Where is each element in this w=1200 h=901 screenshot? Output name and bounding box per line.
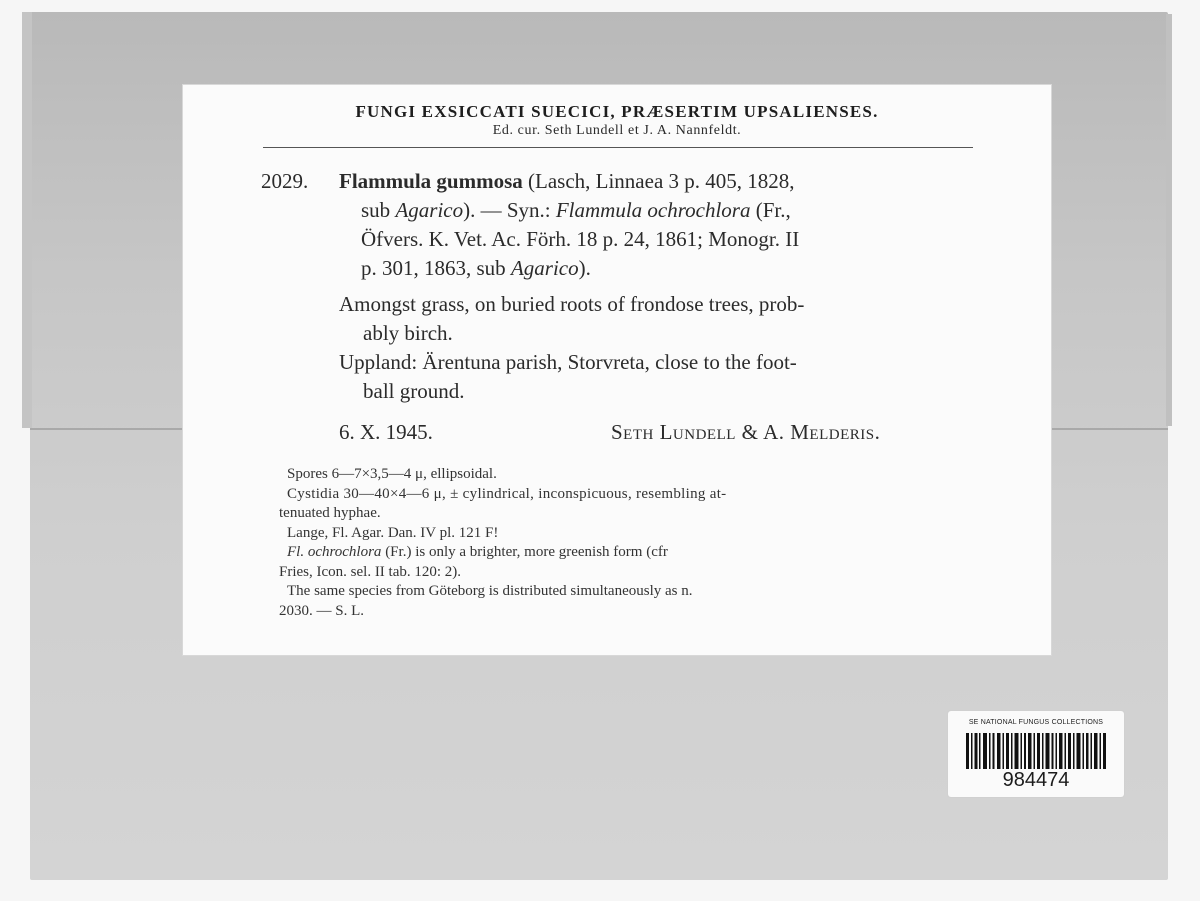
series-editors: Ed. cur. Seth Lundell et J. A. Nannfeldt. — [492, 123, 742, 138]
note-form-text: (Fr.) is only a brighter, more greenish form (cfr — [381, 544, 668, 560]
locality-line: Uppland: Ärentuna parish, Storvreta, close to the foot- — [339, 350, 797, 374]
note-spores: Spores 6—7×3,5—4 μ, ellipsoidal. — [287, 466, 497, 482]
citation-text: p. 301, 1863, sub — [361, 256, 511, 280]
habitat-line: ably birch. — [363, 321, 453, 345]
citation-line-4 — [339, 254, 971, 283]
citation-text: ). — [578, 256, 591, 280]
barcode-institution: SE NATIONAL FUNGUS COLLECTIONS — [968, 719, 1104, 726]
envelope-flap-edge-right — [1166, 14, 1172, 426]
citation-genus: Agarico — [395, 198, 464, 222]
citation-line-1 — [339, 167, 971, 196]
citation-genus: Agarico — [510, 256, 579, 280]
envelope-flap-edge-left — [22, 12, 32, 428]
citation-text: sub — [361, 198, 396, 222]
header-rule — [263, 147, 973, 148]
citation-text: (Fr., — [750, 198, 791, 222]
note-distribution: The same species from Göteborg is distributed simultaneously as n. — [287, 583, 693, 599]
barcode-number: 984474 — [1002, 769, 1070, 791]
note-form — [287, 543, 971, 563]
habitat-line: Amongst grass, on buried roots of frondose trees, prob- — [339, 292, 805, 316]
specimen-label — [183, 85, 1051, 655]
citation-line-3: Öfvers. K. Vet. Ac. Förh. 18 p. 24, 1861; Monogr. II — [361, 227, 800, 251]
note-form-name: Fl. ochrochlora — [287, 544, 382, 560]
habitat-locality — [339, 290, 971, 406]
synonym-name: Flammula ochrochlora — [555, 198, 751, 222]
citation-line-2 — [339, 196, 971, 225]
collectors: Seth Lundell & A. Melderis. — [611, 420, 881, 444]
taxon-name: Flammula gummosa — [339, 169, 523, 193]
taxon-citation — [339, 167, 971, 283]
taxon-entry — [261, 167, 971, 283]
barcode-bars — [966, 733, 1108, 769]
citation-rest: (Lasch, Linnaea 3 p. 405, 1828, — [522, 169, 795, 193]
note-cystidia-cont: tenuated hyphae. — [279, 505, 381, 521]
locality-line: ball ground. — [363, 379, 465, 403]
barcode-label — [948, 711, 1124, 797]
series-title: FUNGI EXSICCATI SUECICI, PRÆSERTIM UPSALIENSES. — [355, 102, 879, 121]
note-distribution-cont: 2030. — S. L. — [279, 602, 365, 619]
collection-date: 6. X. 1945. — [339, 420, 433, 444]
citation-text: ). — Syn.: — [463, 198, 556, 222]
notes — [279, 465, 971, 621]
exsiccata-number: 2029. — [261, 169, 309, 193]
label-header — [183, 102, 1051, 140]
note-form-cont: Fries, Icon. sel. II tab. 120: 2). — [279, 563, 462, 580]
note-reference: Lange, Fl. Agar. Dan. IV pl. 121 F! — [287, 524, 499, 541]
note-cystidia: Cystidia 30—40×4—6 μ, ± cylindrical, inconspicuous, resembling at- — [287, 485, 727, 502]
